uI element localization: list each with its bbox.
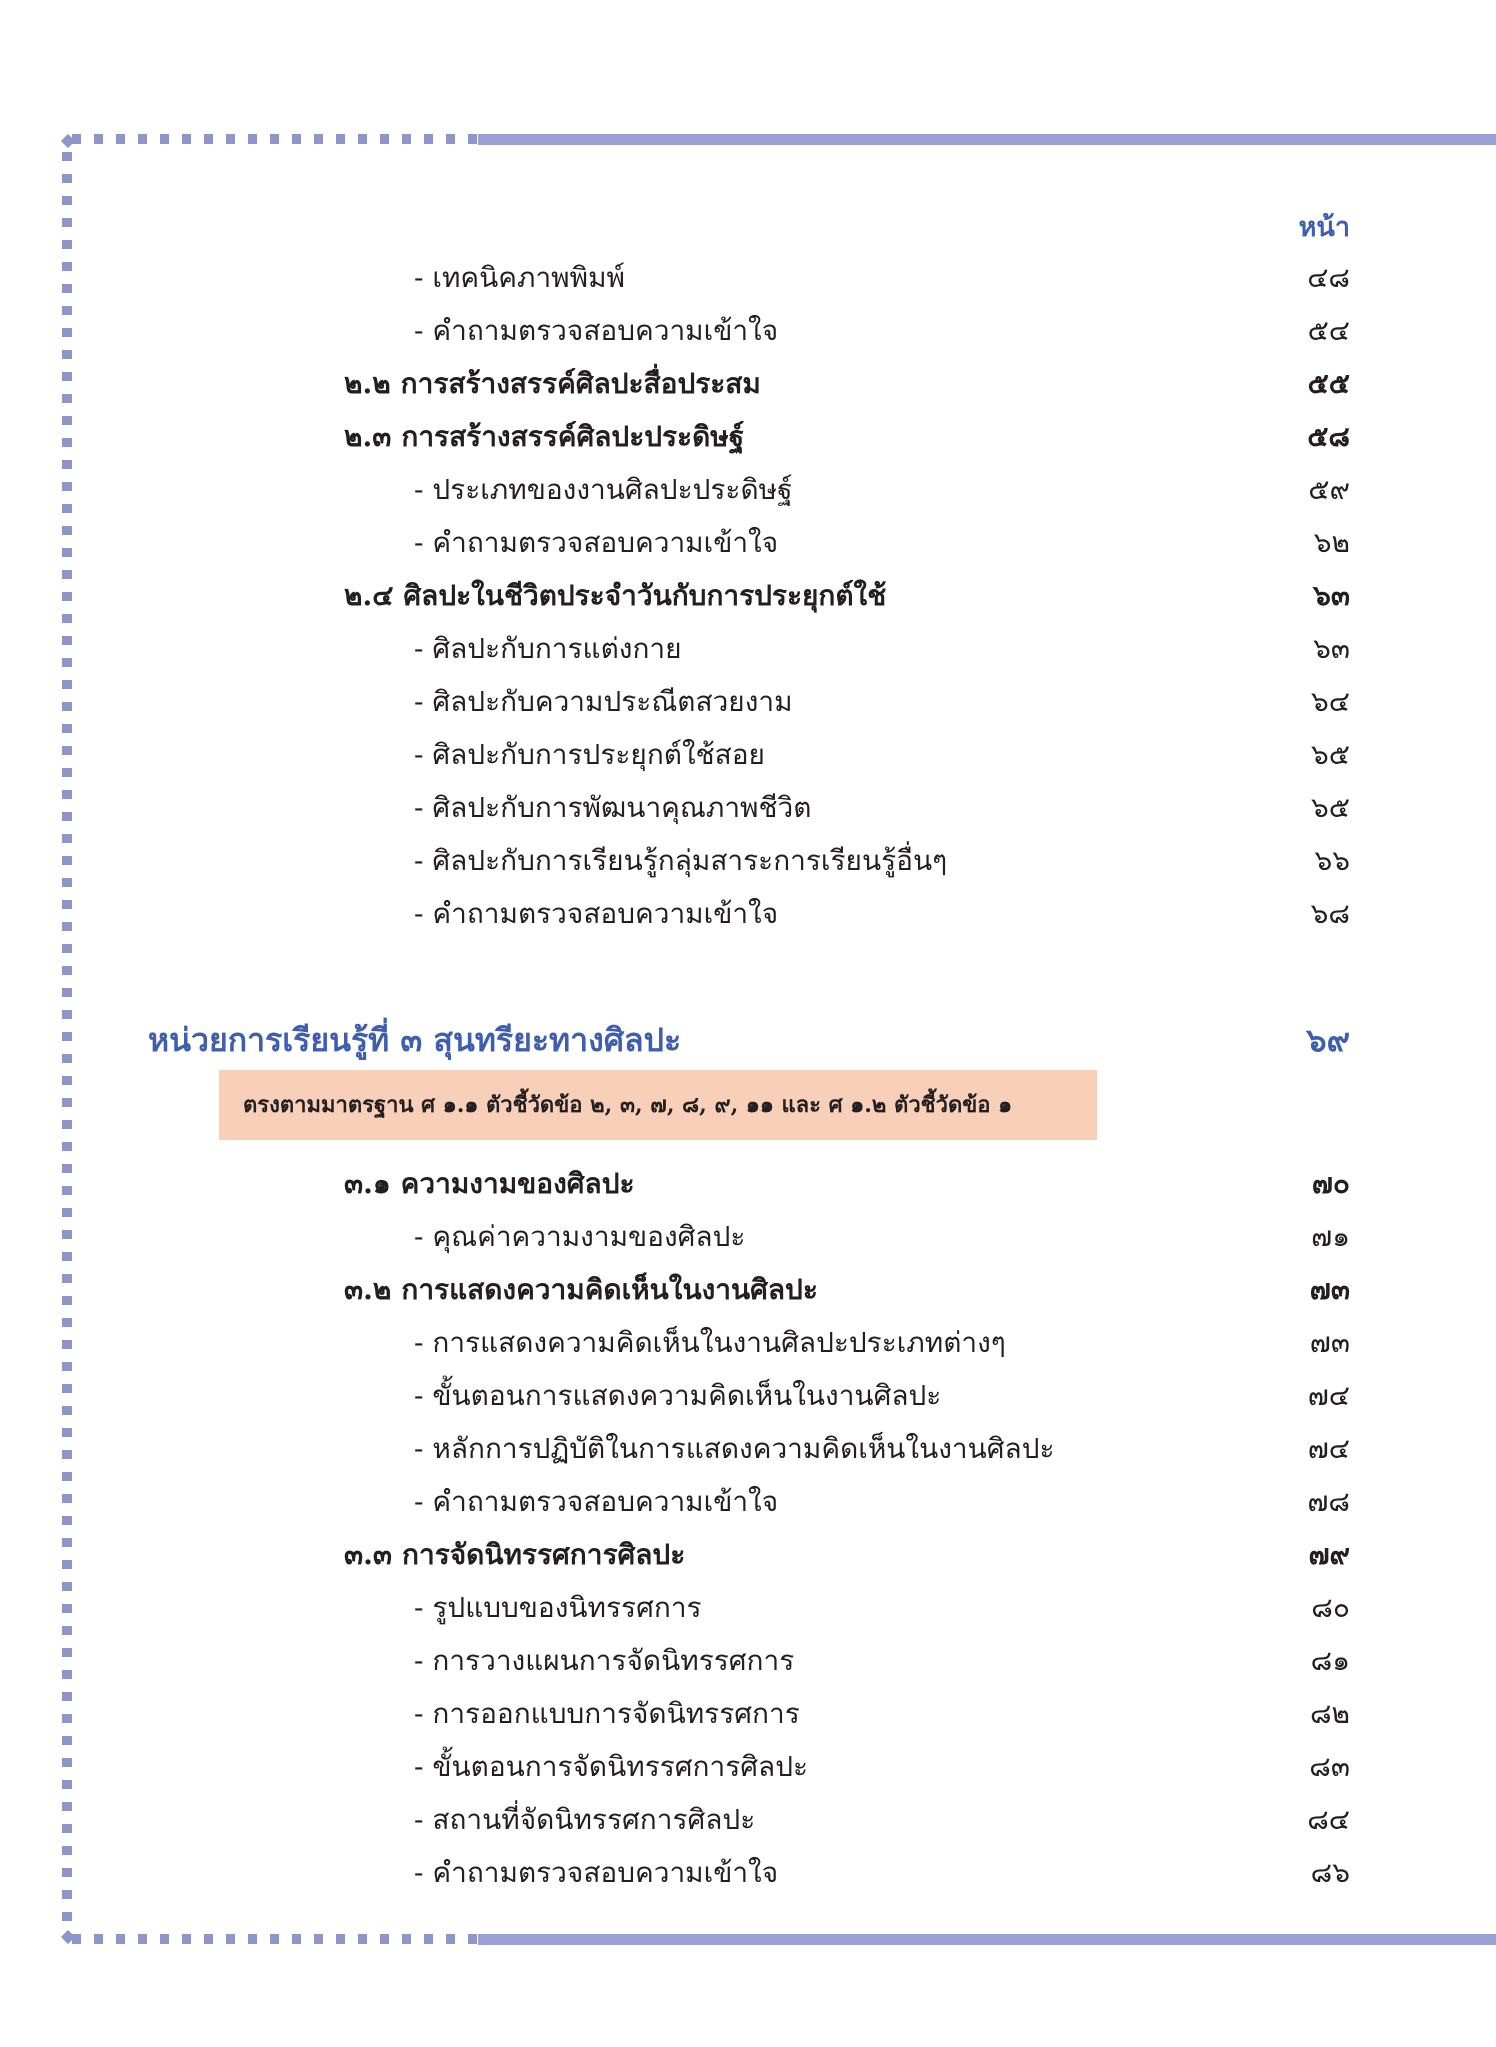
toc-entry-label: - การแสดงความคิดเห็นในงานศิลปะประเภทต่างๆ [414,1317,1006,1369]
toc-entry-label [344,570,886,622]
toc-item-row [0,782,1496,834]
toc-entry-label: - ขั้นตอนการแสดงความคิดเห็นในงานศิลปะ [414,1370,941,1422]
toc-page-number: ๗๓ [1309,1326,1350,1359]
frame-bottom-dotted-border [72,1934,478,1944]
toc-page-number: ๘๔ [1307,1803,1350,1836]
toc-item-row [0,1476,1496,1528]
toc-entry-label: - ศิลปะกับความประณีตสวยงาม [414,676,793,728]
toc-item-row [0,1370,1496,1422]
frame-top-dotted-border [72,134,478,144]
toc-item-row [0,517,1496,569]
toc-entry-label: - หลักการปฏิบัติในการแสดงความคิดเห็นในงานศิลปะ [414,1423,1055,1475]
toc-page-number: ๗๓ [1309,1273,1350,1306]
toc-item-row [0,835,1496,887]
toc-entry-label: - ศิลปะกับการแต่งกาย [414,623,682,675]
frame-bottom-solid-border [478,1934,1496,1945]
page-column-header: หน้า [1298,212,1350,243]
toc-page-number: ๗๔ [1307,1432,1350,1465]
toc-page-number: ๔๘ [1307,261,1350,294]
toc-page-number: ๗๘ [1307,1485,1350,1518]
toc-section-row [0,1264,1496,1316]
toc-page-number: ๖๓ [1313,632,1350,665]
toc-entry-label: - คำถามตรวจสอบความเข้าใจ [414,1847,778,1899]
unit-heading-page: ๖๙ [1306,1021,1350,1059]
toc-item-row [0,1582,1496,1634]
toc-entry-label: - คำถามตรวจสอบความเข้าใจ [414,517,778,569]
toc-page-number: ๖๔ [1311,685,1350,718]
toc-section-number: ๓.๑ [344,1167,391,1200]
toc-item-row [0,676,1496,728]
toc-section-row [0,411,1496,463]
toc-entry-label [344,1264,818,1316]
toc-section-row [0,358,1496,410]
toc-item-row [0,1211,1496,1263]
toc-item-row [0,1847,1496,1899]
toc-item-row [0,888,1496,940]
frame-top-solid-border [478,134,1496,145]
toc-item-row [0,1423,1496,1475]
toc-section-row [0,1158,1496,1210]
toc-item-row [0,1317,1496,1369]
toc-item-row [0,1635,1496,1687]
toc-item-row [0,1794,1496,1846]
unit-heading [0,1012,1496,1068]
toc-entry-label: - ขั้นตอนการจัดนิทรรศการศิลปะ [414,1741,808,1793]
toc-page-number: ๘๐ [1311,1591,1350,1624]
toc-section-number: ๓.๒ [344,1273,392,1306]
toc-item-row [0,464,1496,516]
toc-page-number: ๖๖ [1314,844,1350,877]
toc-entry-label: - ศิลปะกับการเรียนรู้กลุ่มสาระการเรียนรู้อื่นๆ [414,835,947,887]
toc-item-row [0,1741,1496,1793]
toc-section-title: การจัดนิทรรศการศิลปะ [402,1538,686,1571]
toc-section-row [0,1529,1496,1581]
toc-section-title: ความงามของศิลปะ [400,1167,635,1200]
toc-item-row [0,252,1496,304]
toc-page-number: ๖๒ [1313,526,1350,559]
toc-page-number: ๕๕ [1307,367,1350,400]
unit-heading-title: หน่วยการเรียนรู้ที่ ๓ สุนทรียะทางศิลปะ [148,1021,682,1059]
toc-section-title: การสร้างสรรค์ศิลปะประดิษฐ์ [401,420,745,453]
toc-section-number: ๓.๓ [344,1538,393,1571]
toc-page-number: ๕๔ [1307,314,1350,347]
toc-entry-label: - เทคนิคภาพพิมพ์ [414,252,625,304]
toc-page-number: ๘๑ [1310,1644,1350,1677]
toc-page-number: ๗๔ [1307,1379,1350,1412]
toc-section-title: การสร้างสรรค์ศิลปะสื่อประสม [400,367,761,400]
toc-item-row [0,1688,1496,1740]
toc-page-number: ๕๘ [1307,420,1350,453]
toc-section-row [0,570,1496,622]
toc-item-row [0,305,1496,357]
toc-page-number: ๘๓ [1309,1750,1350,1783]
toc-page-number: ๘๒ [1309,1697,1350,1730]
toc-entry-label: - คำถามตรวจสอบความเข้าใจ [414,1476,778,1528]
toc-entry-label: - การออกแบบการจัดนิทรรศการ [414,1688,800,1740]
toc-section-number: ๒.๓ [344,420,392,453]
toc-item-row [0,623,1496,675]
toc-entry-label [344,411,744,463]
toc-entry-label: - ประเภทของงานศิลปะประดิษฐ์ [414,464,793,516]
toc-item-row [0,729,1496,781]
toc-section-title: ศิลปะในชีวิตประจำวันกับการประยุกต์ใช้ [403,579,887,612]
toc-page-number: ๖๕ [1311,791,1350,824]
toc-entry-label [344,358,761,410]
toc-page-number: ๘๖ [1310,1856,1350,1889]
toc-page-number: ๖๕ [1311,738,1350,771]
toc-page-number: ๗๐ [1311,1167,1350,1200]
toc-entry-label: - ศิลปะกับการพัฒนาคุณภาพชีวิต [414,782,811,834]
toc-entry-label [344,1158,635,1210]
toc-entry-label: - การวางแผนการจัดนิทรรศการ [414,1635,794,1687]
toc-section-number: ๒.๔ [344,579,394,612]
standards-box: ตรงตามมาตรฐาน ศ ๑.๑ ตัวชี้วัดข้อ ๒, ๓, ๗, ๘, ๙, ๑๑ และ ศ ๑.๒ ตัวชี้วัดข้อ ๑ [219,1070,1097,1140]
toc-entry-label: - คุณค่าความงามของศิลปะ [414,1211,745,1263]
toc-section-title: การแสดงความคิดเห็นในงานศิลปะ [401,1273,818,1306]
toc-page-number: ๗๙ [1308,1538,1350,1571]
toc-page-number: ๗๑ [1311,1220,1350,1253]
toc-entry-label: - รูปแบบของนิทรรศการ [414,1582,702,1634]
toc-page-number: ๖๓ [1313,579,1350,612]
toc-entry-label: - ศิลปะกับการประยุกต์ใช้สอย [414,729,765,781]
toc-section-number: ๒.๒ [344,367,391,400]
toc-page-number: ๕๙ [1308,473,1350,506]
toc-entry-label: - คำถามตรวจสอบความเข้าใจ [414,888,778,940]
toc-entry-label [344,1529,685,1581]
toc-page-number: ๖๘ [1310,897,1350,930]
toc-entry-label: - สถานที่จัดนิทรรศการศิลปะ [414,1794,755,1846]
toc-entry-label: - คำถามตรวจสอบความเข้าใจ [414,305,778,357]
